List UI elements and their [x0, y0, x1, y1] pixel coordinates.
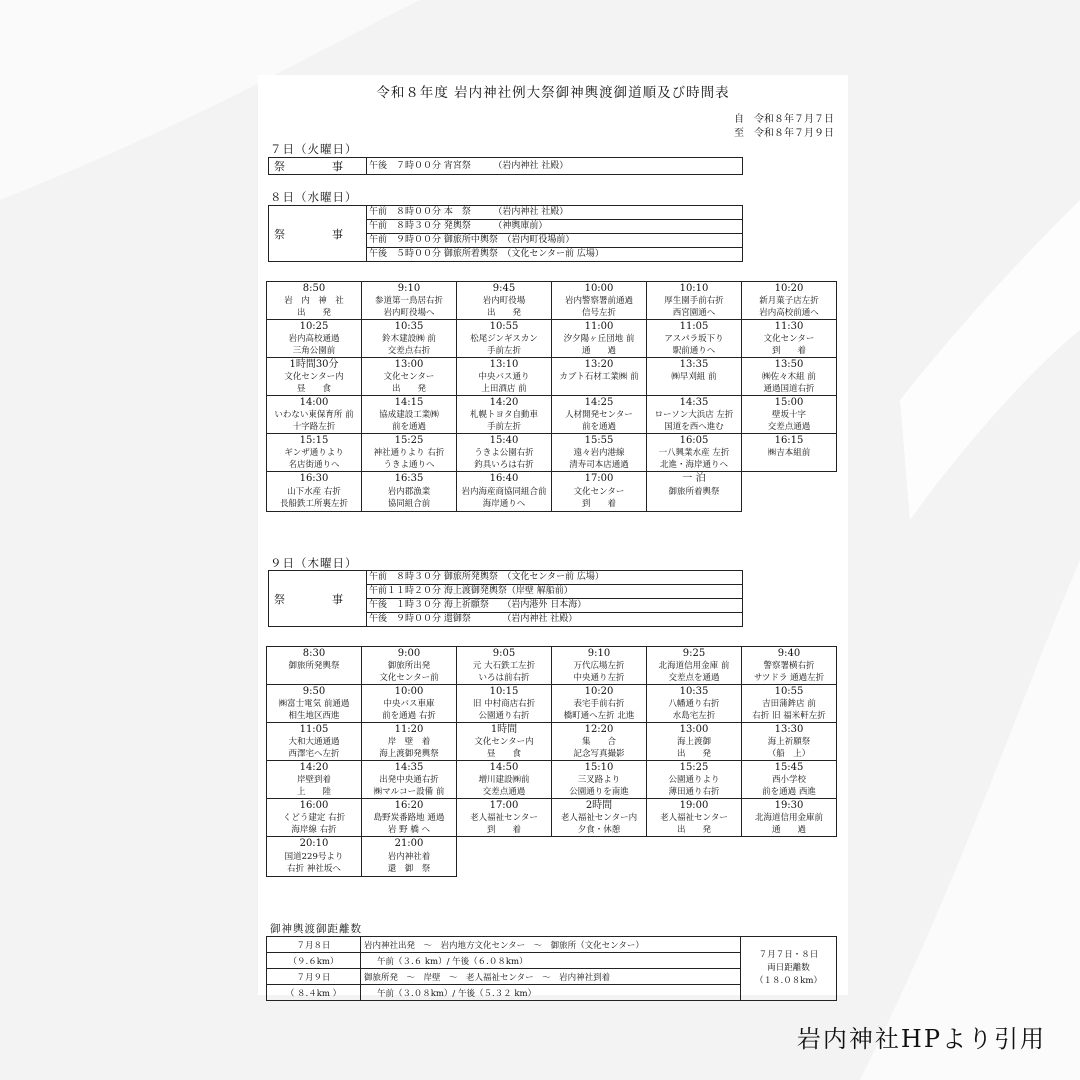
schedule-detail: 昼 食 — [457, 748, 552, 761]
schedule-detail: 前を通過 右折 — [362, 710, 457, 723]
schedule-time: 10:35 — [647, 685, 742, 699]
empty-cell — [647, 837, 742, 851]
schedule-detail: ㈱富士電気 前通過 — [267, 698, 362, 710]
schedule-detail — [647, 498, 742, 511]
distance-total-value: （１８.０８km） — [755, 976, 822, 986]
schedule-detail: 釣具いろは右折 — [457, 459, 552, 472]
empty-cell — [457, 837, 552, 851]
schedule-detail: 参道第一鳥居右折 — [362, 295, 457, 307]
empty-cell — [552, 863, 647, 876]
schedule-detail: 旧 中村商店右折 — [457, 698, 552, 710]
day7-header: ７日（火曜日） — [270, 142, 358, 156]
schedule-time: 19:30 — [742, 799, 837, 813]
schedule-detail: 出 発 — [457, 307, 552, 320]
schedule-time: 一 泊 — [647, 472, 742, 486]
rite-line: 午後 １時３０分 海上祈願祭 （岩内港外 日本海） — [367, 599, 743, 613]
schedule-detail: 通 過 — [552, 345, 647, 358]
rite-line: 午後 ７時００分 宵宮祭 （岩内神社 社殿） — [367, 158, 743, 175]
schedule-detail: 清寿司本店通過 — [552, 459, 647, 472]
schedule-time: 11:30 — [742, 320, 837, 334]
schedule-time: 16:15 — [742, 434, 837, 448]
schedule-time: 16:20 — [362, 799, 457, 813]
schedule-detail: 集 合 — [552, 736, 647, 748]
schedule-detail: 厚生園手前右折 — [647, 295, 742, 307]
schedule-time: 1時間 — [457, 723, 552, 737]
schedule-detail: 老人福祉センター内 — [552, 812, 647, 824]
schedule-detail: 出 発 — [267, 307, 362, 320]
schedule-time: 15:15 — [267, 434, 362, 448]
schedule-time: 17:00 — [457, 799, 552, 813]
schedule-detail: 前を通過 — [552, 421, 647, 434]
schedule-detail: 公園通りを南進 — [552, 786, 647, 799]
schedule-detail: 八幡通り右折 — [647, 698, 742, 710]
schedule-detail: 水島宅左折 — [647, 710, 742, 723]
schedule-detail: 一八興業水産 左折 — [647, 447, 742, 459]
schedule-detail: 岩内町役場へ — [362, 307, 457, 320]
schedule-time: 15:25 — [647, 761, 742, 775]
schedule-detail: 岸壁到着 — [267, 774, 362, 786]
schedule-detail: 札幌トヨタ自動車 — [457, 409, 552, 421]
schedule-time: 14:15 — [362, 396, 457, 410]
rites-label: 祭 事 — [269, 158, 367, 175]
schedule-detail: 出 発 — [647, 748, 742, 761]
schedule-detail: うきよ公園右折 — [457, 447, 552, 459]
schedule-time: 9:05 — [457, 647, 552, 661]
schedule-detail: 中央通り左折 — [552, 672, 647, 685]
schedule-detail: 記念写真撮影 — [552, 748, 647, 761]
schedule-detail: 岩内町役場 — [457, 295, 552, 307]
schedule-detail: 海上渡御 — [647, 736, 742, 748]
distance-day: ７月８日 — [267, 937, 361, 953]
schedule-detail: 鈴木建設㈱ 前 — [362, 333, 457, 345]
schedule-time: 16:40 — [457, 472, 552, 486]
schedule-time: 10:35 — [362, 320, 457, 334]
schedule-detail: ギンザ通りより — [267, 447, 362, 459]
schedule-detail: 交差点を通過 — [647, 672, 742, 685]
schedule-time: 21:00 — [362, 837, 457, 851]
schedule-time: 11:20 — [362, 723, 457, 737]
schedule-time: 14:00 — [267, 396, 362, 410]
schedule-time: 10:00 — [362, 685, 457, 699]
day9-schedule-table — [266, 646, 837, 877]
schedule-detail: 文化センター — [552, 485, 647, 498]
schedule-detail: 文化センター内 — [457, 736, 552, 748]
schedule-detail — [742, 459, 837, 472]
schedule-time: 14:20 — [457, 396, 552, 410]
schedule-detail: 表宅手前右折 — [552, 698, 647, 710]
schedule-detail: 還 御 祭 — [362, 863, 457, 876]
schedule-time: 9:00 — [362, 647, 457, 661]
schedule-time: 10:55 — [742, 685, 837, 699]
schedule-detail: 御旅所着輿祭 — [647, 485, 742, 498]
schedule-time: 11:05 — [647, 320, 742, 334]
empty-cell — [742, 498, 837, 511]
schedule-time: 10:15 — [457, 685, 552, 699]
schedule-time: 10:20 — [742, 282, 837, 296]
distance-split: 午前（３.０８km）/ 午後（５.３２ km） — [361, 985, 741, 1001]
schedule-detail: 交差点通過 — [457, 786, 552, 799]
schedule-detail: 文化センター — [362, 371, 457, 383]
schedule-detail: 元 大石鉄工左折 — [457, 660, 552, 672]
schedule-detail: 岸 壁 着 — [362, 736, 457, 748]
schedule-detail: いろは前右折 — [457, 672, 552, 685]
schedule-detail: 海岸通りへ — [457, 498, 552, 511]
schedule-detail: サツドラ 通過左折 — [742, 672, 837, 685]
empty-cell — [647, 850, 742, 863]
schedule-time: 8:50 — [267, 282, 362, 296]
schedule-detail: 山下水産 右折 — [267, 485, 362, 498]
schedule-detail: 警察署横右折 — [742, 660, 837, 672]
schedule-detail: 新月菓子店左折 — [742, 295, 837, 307]
schedule-time: 13:30 — [742, 723, 837, 737]
distance-route: 岩内神社出発 〜 岩内地方文化センター 〜 御旅所（文化センター） — [361, 937, 741, 953]
schedule-detail: 御旅所発輿祭 — [267, 660, 362, 672]
schedule-detail: （船 上） — [742, 748, 837, 761]
schedule-detail: ㈱早刈組 前 — [647, 371, 742, 383]
schedule-detail: 岩 内 神 社 — [267, 295, 362, 307]
rite-line: 午後 ５時００分 御旅所着輿祭 （文化センター前 広場） — [367, 248, 743, 262]
schedule-time: 15:40 — [457, 434, 552, 448]
rites-label: 祭 事 — [269, 206, 367, 262]
rite-line: 午前 ８時３０分 発輿祭 （神輿庫前） — [367, 220, 743, 234]
schedule-detail: 協成建設工業㈱ — [362, 409, 457, 421]
schedule-time: 11:05 — [267, 723, 362, 737]
schedule-detail: ㈱吉本組前 — [742, 447, 837, 459]
schedule-time: 13:00 — [362, 358, 457, 372]
schedule-detail: 岩内高校前通へ — [742, 307, 837, 320]
schedule-detail: 文化センター前 — [362, 672, 457, 685]
schedule-detail: 北進・海岸通りへ — [647, 459, 742, 472]
schedule-detail: 長船鉄工所裏左折 — [267, 498, 362, 511]
schedule-detail: 遠々岩内港線 — [552, 447, 647, 459]
schedule-detail: 相生地区西進 — [267, 710, 362, 723]
empty-cell — [742, 472, 837, 486]
schedule-detail: 手前左折 — [457, 345, 552, 358]
schedule-detail: 増川建設㈱前 — [457, 774, 552, 786]
schedule-time: 10:55 — [457, 320, 552, 334]
schedule-time: 16:00 — [267, 799, 362, 813]
schedule-detail: 海上祈願祭 — [742, 736, 837, 748]
schedule-time: 15:00 — [742, 396, 837, 410]
schedule-detail: 到 着 — [552, 498, 647, 511]
schedule-detail: 松尾ジンギスカン — [457, 333, 552, 345]
day9-rites-table — [268, 570, 743, 627]
schedule-detail: 吉田蒲鉾店 前 — [742, 698, 837, 710]
schedule-detail — [552, 383, 647, 396]
schedule-detail: 万代広場左折 — [552, 660, 647, 672]
source-credit: 岩内神社HPより引用 — [796, 1025, 1046, 1053]
schedule-detail: 北海道信用金庫前 — [742, 812, 837, 824]
schedule-detail: 協同組合前 — [362, 498, 457, 511]
schedule-detail: 公園通り右折 — [457, 710, 552, 723]
schedule-detail: 通過国道右折 — [742, 383, 837, 396]
schedule-detail: アスパラ坂下り — [647, 333, 742, 345]
schedule-detail: 西澤宅へ左折 — [267, 748, 362, 761]
schedule-time: 15:55 — [552, 434, 647, 448]
schedule-time: 9:45 — [457, 282, 552, 296]
schedule-detail: 出 発 — [362, 383, 457, 396]
distance-total — [741, 937, 837, 1001]
schedule-detail: 大和大通通過 — [267, 736, 362, 748]
schedule-detail: 上田酒店 前 — [457, 383, 552, 396]
schedule-detail: 岩 野 橋 へ — [362, 824, 457, 837]
schedule-detail: 海岸線 右折 — [267, 824, 362, 837]
schedule-time: 15:10 — [552, 761, 647, 775]
schedule-detail: 文化センター内 — [267, 371, 362, 383]
schedule-detail: 手前左折 — [457, 421, 552, 434]
schedule-detail: 上 陸 — [267, 786, 362, 799]
schedule-time: 16:05 — [647, 434, 742, 448]
schedule-detail: 出発中央通右折 — [362, 774, 457, 786]
schedule-detail: 国道を西へ進む — [647, 421, 742, 434]
day8-schedule-table — [266, 281, 837, 512]
schedule-time: 12:20 — [552, 723, 647, 737]
schedule-detail — [647, 383, 742, 396]
schedule-time: 19:00 — [647, 799, 742, 813]
rite-line: 午前 ９時００分 御旅所中輿祭 （岩内町役場前） — [367, 234, 743, 248]
distance-table — [266, 936, 837, 1001]
day9-header: ９日（木曜日） — [270, 556, 358, 570]
distance-km: （ ８.４km ） — [267, 985, 361, 1001]
schedule-detail: 岩内海産商協同組合前 — [457, 485, 552, 498]
schedule-detail: 夕食・休憩 — [552, 824, 647, 837]
schedule-detail: カブト石材工業㈱ 前 — [552, 371, 647, 383]
distance-header: 御神輿渡御距離数 — [270, 923, 362, 935]
schedule-time: 17:00 — [552, 472, 647, 486]
schedule-time: 14:35 — [647, 396, 742, 410]
schedule-detail: 中央バス車庫 — [362, 698, 457, 710]
schedule-detail: 交差点右折 — [362, 345, 457, 358]
date-range — [734, 113, 834, 141]
schedule-detail: 壁坂十字 — [742, 409, 837, 421]
schedule-detail: 右折 旧 福米軒左折 — [742, 710, 837, 723]
schedule-detail: 橋町通へ左折 北進 — [552, 710, 647, 723]
schedule-detail: 右折 神社坂へ — [267, 863, 362, 876]
empty-cell — [742, 850, 837, 863]
empty-cell — [457, 863, 552, 876]
schedule-detail: 昼 食 — [267, 383, 362, 396]
schedule-detail: ㈱佐々木組 前 — [742, 371, 837, 383]
schedule-detail: 西小学校 — [742, 774, 837, 786]
day8-rites-table — [268, 205, 743, 262]
schedule-detail: 信号左折 — [552, 307, 647, 320]
schedule-detail: 岩内郡漁業 — [362, 485, 457, 498]
schedule-time: 8:30 — [267, 647, 362, 661]
schedule-time: 14:20 — [267, 761, 362, 775]
page-title: 令和８年度 岩内神社例大祭御神輿渡御道順及び時間表 — [376, 85, 730, 101]
distance-total-sub: 両日距離数 — [767, 963, 810, 973]
schedule-detail: 中央バス通り — [457, 371, 552, 383]
schedule-time: 14:25 — [552, 396, 647, 410]
schedule-detail: 文化センター — [742, 333, 837, 345]
schedule-time: 15:25 — [362, 434, 457, 448]
date-to: 至 令和８年７月９日 — [734, 128, 834, 139]
schedule-detail: 老人福祉センター — [457, 812, 552, 824]
day7-rites-table — [268, 157, 743, 175]
date-from: 自 令和８年７月７日 — [734, 114, 834, 125]
schedule-detail: 西宮園通へ — [647, 307, 742, 320]
schedule-detail: 出 発 — [647, 824, 742, 837]
distance-total-label: ７月７日・８日 — [758, 950, 819, 960]
schedule-time: 2時間 — [552, 799, 647, 813]
schedule-detail: 十字路左折 — [267, 421, 362, 434]
schedule-detail — [267, 672, 362, 685]
schedule-detail: 前を通過 — [362, 421, 457, 434]
schedule-detail: 三角公園前 — [267, 345, 362, 358]
schedule-detail: 到 着 — [742, 345, 837, 358]
schedule-detail: 島野炭番路地 通過 — [362, 812, 457, 824]
schedule-detail: ローソン大浜店 左折 — [647, 409, 742, 421]
schedule-detail: 御旅所出発 — [362, 660, 457, 672]
rite-line: 午前 ８時００分 本 祭 （岩内神社 社殿） — [367, 206, 743, 220]
schedule-time: 20:10 — [267, 837, 362, 851]
schedule-detail: 前を通過 西進 — [742, 786, 837, 799]
distance-day: ７月９日 — [267, 969, 361, 985]
schedule-detail: 北海道信用金庫 前 — [647, 660, 742, 672]
schedule-time: 13:00 — [647, 723, 742, 737]
empty-cell — [742, 837, 837, 851]
empty-cell — [647, 863, 742, 876]
schedule-time: 9:10 — [552, 647, 647, 661]
schedule-time: 11:00 — [552, 320, 647, 334]
schedule-document — [258, 75, 848, 999]
schedule-time: 13:50 — [742, 358, 837, 372]
schedule-detail: 海上渡御発輿祭 — [362, 748, 457, 761]
schedule-time: 13:20 — [552, 358, 647, 372]
schedule-detail: 交差点通過 — [742, 421, 837, 434]
distance-split: 午前（３.６ km）/ 午後（６.０８km） — [361, 953, 741, 969]
schedule-detail: 老人福祉センター — [647, 812, 742, 824]
distance-route: 御旅所発 〜 岸壁 〜 老人福祉センター 〜 岩内神社到着 — [361, 969, 741, 985]
schedule-time: 16:35 — [362, 472, 457, 486]
schedule-detail: 汐夕陽ヶ丘団地 前 — [552, 333, 647, 345]
rite-line: 午後 ９時００分 還御祭 （岩内神社 社殿） — [367, 613, 743, 627]
schedule-detail: 岩内神社着 — [362, 850, 457, 863]
schedule-time: 16:30 — [267, 472, 362, 486]
schedule-time: 9:40 — [742, 647, 837, 661]
schedule-time: 10:10 — [647, 282, 742, 296]
schedule-time: 14:50 — [457, 761, 552, 775]
schedule-detail: 岩内警察署前通過 — [552, 295, 647, 307]
schedule-detail: 通 過 — [742, 824, 837, 837]
rite-line: 午前１１時２０分 海上渡御発輿祭（岸壁 解船前） — [367, 585, 743, 599]
empty-cell — [742, 485, 837, 498]
schedule-detail: 岩内高校通過 — [267, 333, 362, 345]
schedule-time: 15:45 — [742, 761, 837, 775]
empty-cell — [552, 850, 647, 863]
schedule-detail: 神社通りより 右折 — [362, 447, 457, 459]
schedule-detail: 公園通りより — [647, 774, 742, 786]
schedule-time: 9:25 — [647, 647, 742, 661]
schedule-detail: ㈱マルコー設備 前 — [362, 786, 457, 799]
schedule-detail: 名店街通りへ — [267, 459, 362, 472]
day8-header: ８日（水曜日） — [270, 190, 358, 204]
schedule-detail: 到 着 — [457, 824, 552, 837]
schedule-detail: 国道229号より — [267, 850, 362, 863]
schedule-time: 10:25 — [267, 320, 362, 334]
schedule-time: 1時間30分 — [267, 358, 362, 372]
schedule-time: 13:10 — [457, 358, 552, 372]
schedule-detail: 三叉路より — [552, 774, 647, 786]
schedule-time: 10:00 — [552, 282, 647, 296]
rites-label: 祭 事 — [269, 571, 367, 627]
schedule-detail: 薄田通り右折 — [647, 786, 742, 799]
empty-cell — [457, 850, 552, 863]
schedule-time: 9:50 — [267, 685, 362, 699]
empty-cell — [552, 837, 647, 851]
rite-line: 午前 ８時３０分 御旅所発輿祭 （文化センター前 広場） — [367, 571, 743, 585]
schedule-detail: 人材開発センター — [552, 409, 647, 421]
schedule-detail: いわない東保育所 前 — [267, 409, 362, 421]
schedule-detail: 駅前通りへ — [647, 345, 742, 358]
schedule-detail: くどう建定 右折 — [267, 812, 362, 824]
empty-cell — [742, 863, 837, 876]
schedule-time: 14:35 — [362, 761, 457, 775]
schedule-time: 9:10 — [362, 282, 457, 296]
schedule-detail: うきよ通りへ — [362, 459, 457, 472]
distance-km: （９.６km） — [267, 953, 361, 969]
schedule-time: 13:35 — [647, 358, 742, 372]
schedule-time: 10:20 — [552, 685, 647, 699]
